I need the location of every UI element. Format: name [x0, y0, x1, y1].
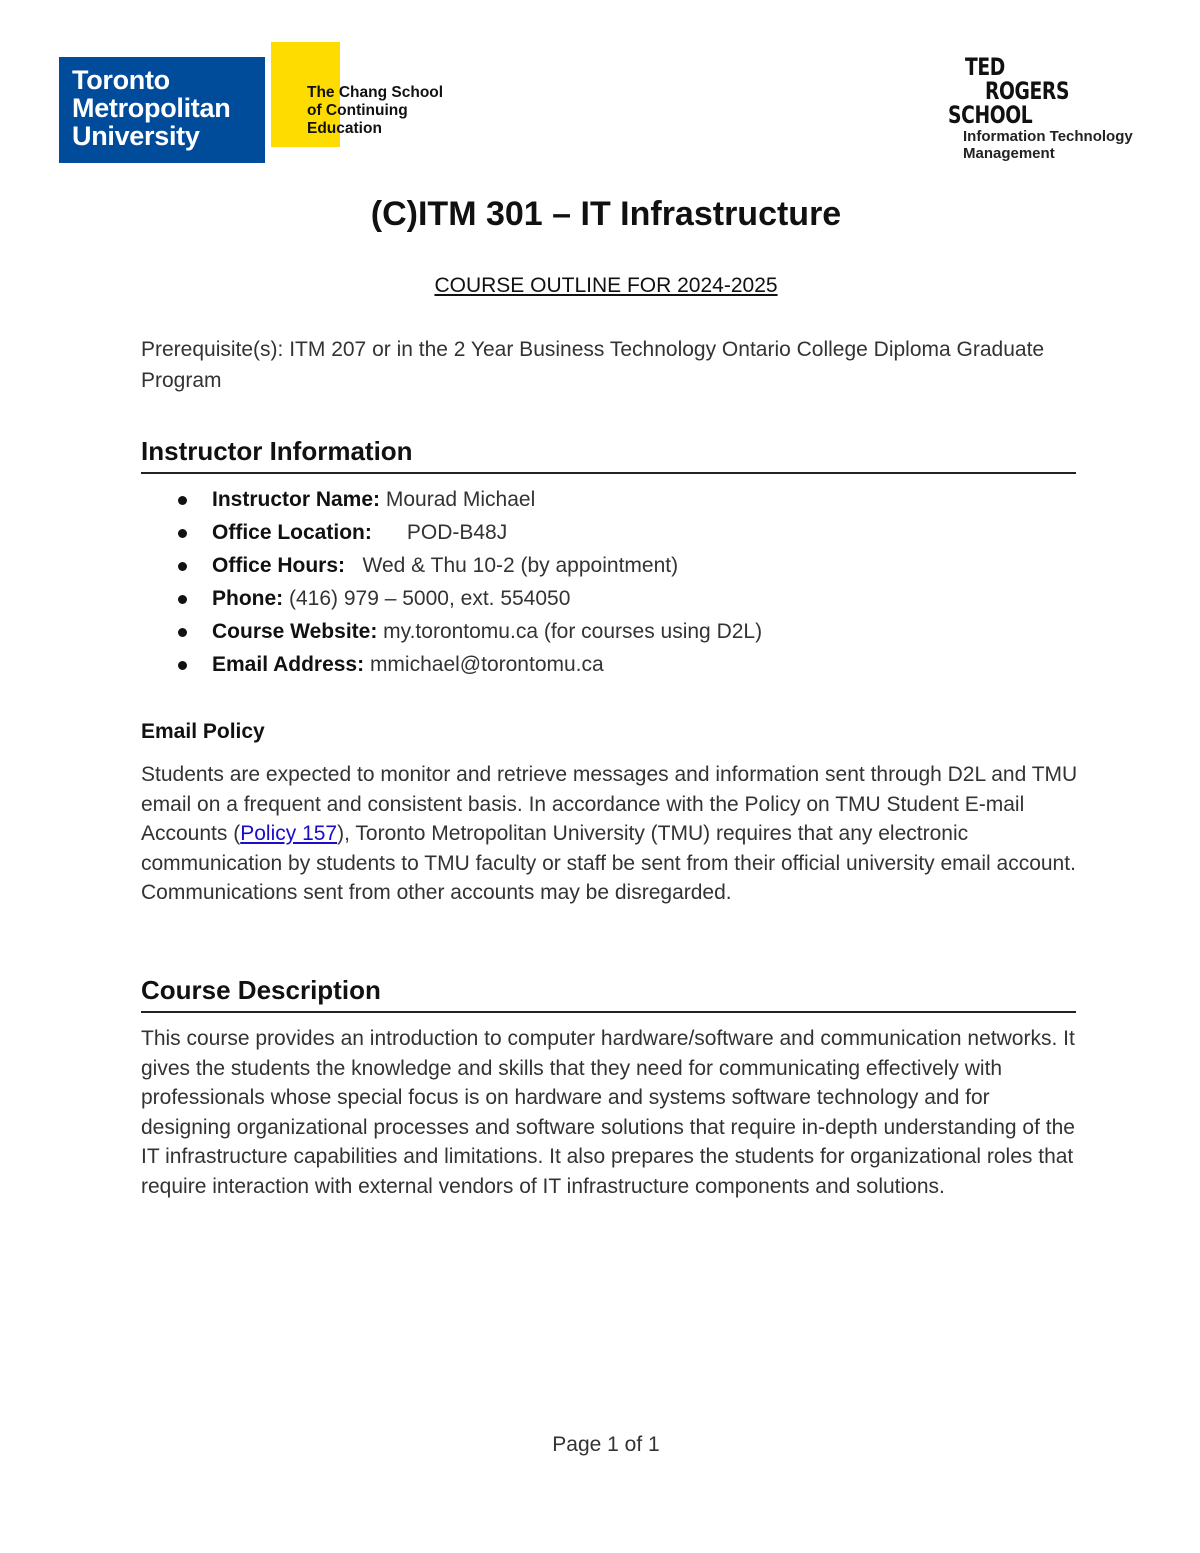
email-policy-text-after: ), Toronto Metropolitan University (TMU) requires that any electronic communication by students to TMU faculty or staff be sent from their official university email account. Communications sent from other accounts may be disregarded.: [141, 822, 1076, 904]
bullet-icon: [178, 496, 187, 505]
list-item: [141, 585, 841, 612]
document-subtitle: COURSE OUTLINE FOR 2024-2025: [434, 274, 778, 297]
item-label: Office Location:: [212, 521, 372, 544]
page-number: Page 1 of 1: [552, 1433, 660, 1456]
item-value: Wed & Thu 10-2 (by appointment): [345, 554, 679, 577]
trs-logo-line: SCHOOL: [948, 101, 1033, 129]
trs-logo-subtitle: [963, 128, 1133, 162]
chang-school-logo: [307, 84, 443, 138]
trs-logo-line: ROGERS: [985, 77, 1070, 105]
email-policy-text: [141, 760, 1081, 908]
bullet-icon: [178, 595, 187, 604]
item-label: Email Address:: [212, 653, 365, 676]
list-item: [141, 552, 841, 579]
tmu-logo: [59, 42, 281, 163]
tmu-logo-line: University: [72, 121, 200, 151]
item-value: my.torontomu.ca (for courses using D2L): [377, 620, 763, 643]
trs-subtitle-line: Management: [963, 145, 1055, 162]
document-title: (C)ITM 301 – IT Infrastructure: [370, 195, 842, 233]
instructor-info-heading: Instructor Information: [141, 436, 1076, 474]
course-description-heading: Course Description: [141, 975, 1076, 1013]
list-item: [141, 519, 841, 546]
list-item: [141, 486, 841, 513]
item-label: Instructor Name:: [212, 488, 381, 511]
trs-subtitle-line: Information Technology: [963, 128, 1133, 145]
email-policy-text-before: Students are expected to monitor and retrieve messages and information sent through D2L and TMU email on a frequent and consistent basis. In accordance with the Policy on TMU Student E-mail Accounts (: [141, 763, 1078, 845]
tmu-logo-text: [72, 66, 230, 150]
bullet-icon: [178, 661, 187, 670]
tmu-logo-line: Metropolitan: [72, 93, 231, 123]
chang-logo-line: Education: [307, 120, 382, 137]
ted-rogers-school-logo: [948, 55, 1148, 165]
chang-logo-line: of Continuing: [307, 102, 408, 119]
instructor-info-list: [141, 486, 841, 684]
item-label: Course Website:: [212, 620, 378, 643]
list-item: [141, 651, 841, 678]
bullet-icon: [178, 562, 187, 571]
email-policy-heading: Email Policy: [141, 720, 265, 743]
policy-157-link[interactable]: Policy 157: [240, 822, 338, 845]
item-value: (416) 979 – 5000, ext. 554050: [283, 587, 571, 610]
item-label: Office Hours:: [212, 554, 346, 577]
trs-logo-line: TED: [965, 53, 1005, 81]
item-value: Mourad Michael: [380, 488, 536, 511]
item-value: mmichael@torontomu.ca: [364, 653, 604, 676]
chang-logo-line: The Chang School: [307, 84, 444, 101]
bullet-icon: [178, 628, 187, 637]
course-description-text: This course provides an introduction to computer hardware/software and communication networks. It gives the students the knowledge and skills that they need for communicating effectively with professionals whose special focus is on hardware and systems software technology and for designing organizational processes and software solutions that require in-depth understanding of the IT infrastructure capabilities and limitations. It also prepares the students for organizational roles that require interaction with external vendors of IT infrastructure components and solutions.: [141, 1027, 1075, 1198]
list-item: [141, 618, 812, 645]
bullet-icon: [178, 529, 187, 538]
item-value: POD-B48J: [371, 521, 508, 544]
item-label: Phone:: [212, 587, 284, 610]
tmu-logo-line: Toronto: [72, 65, 170, 95]
prerequisite-text: Prerequisite(s): ITM 207 or in the 2 Year Business Technology Ontario College Diploma Graduate Program: [141, 338, 1045, 392]
